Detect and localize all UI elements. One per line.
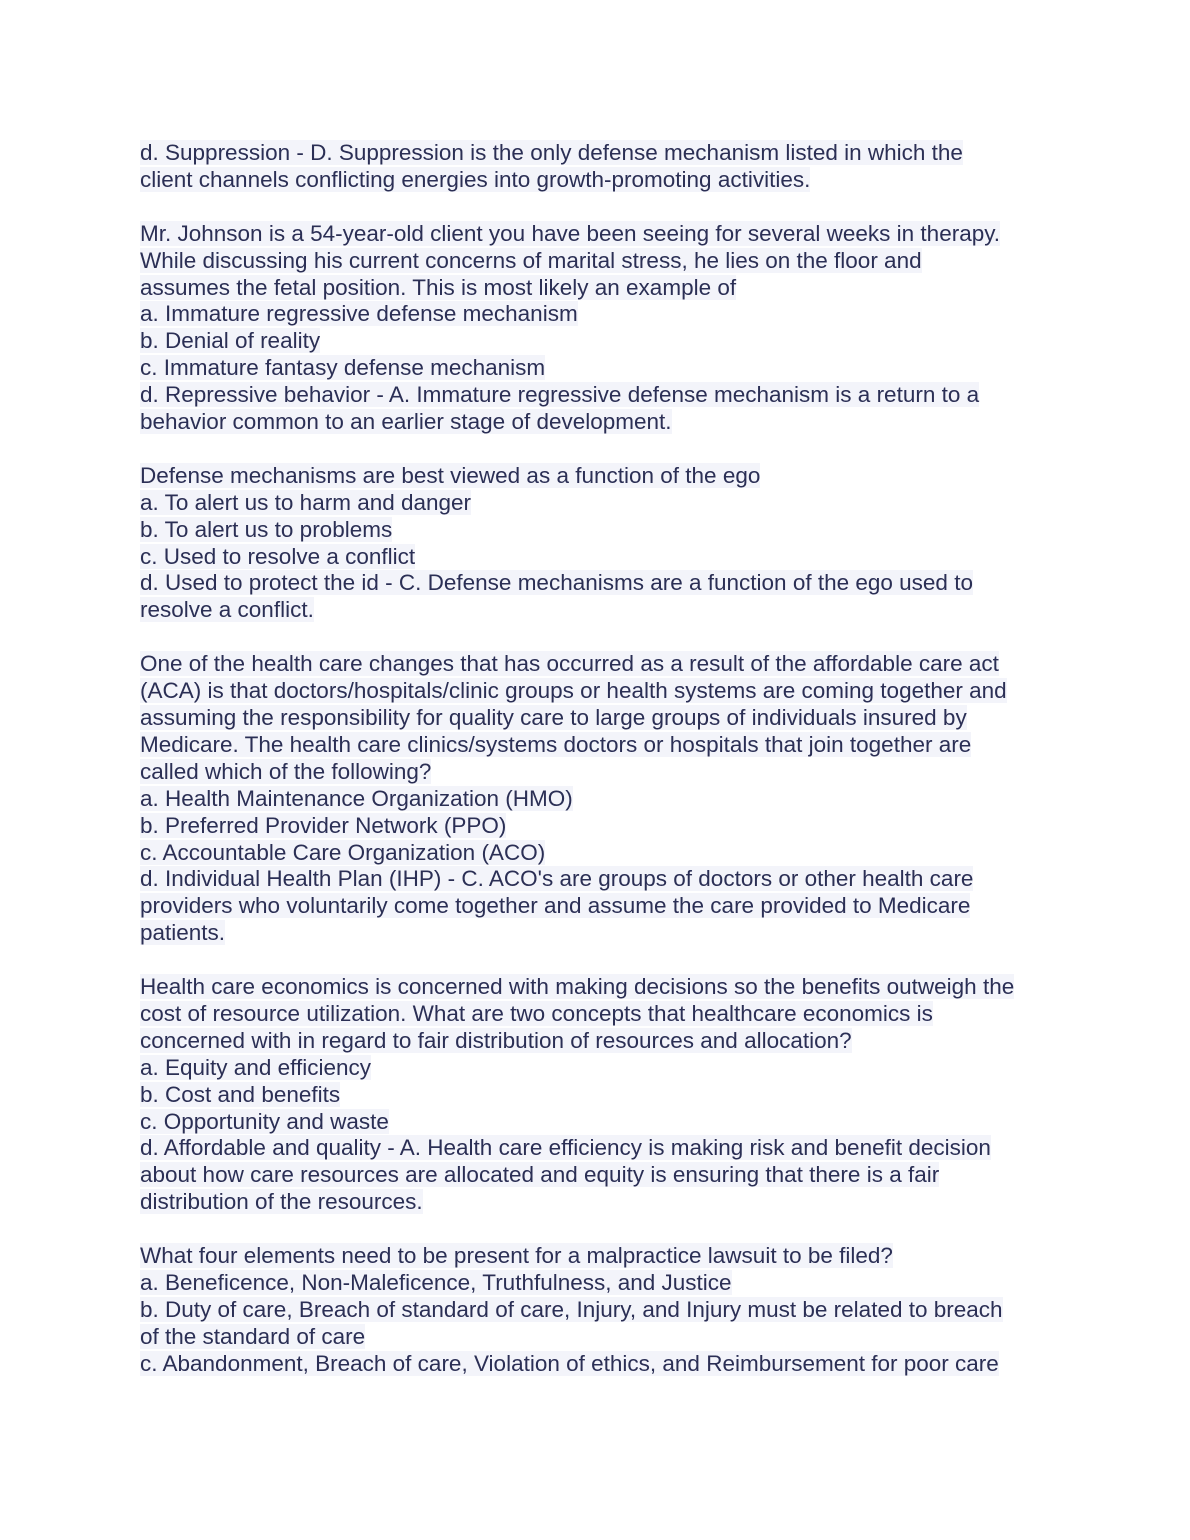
answer-option: d. Used to protect the id - C. Defense mechanisms are a function of the ego used to bbox=[140, 570, 973, 596]
answer-explanation: resolve a conflict. bbox=[140, 597, 314, 623]
answer-option: c. Accountable Care Organization (ACO) bbox=[140, 839, 546, 865]
answer-option: b. Cost and benefits bbox=[140, 1081, 341, 1107]
answer-explanation: about how care resources are allocated and equity is ensuring that there is a fair bbox=[140, 1162, 940, 1188]
question-text: Health care economics is concerned with making decisions so the benefits outweigh the bbox=[140, 974, 1015, 1000]
question-text: While discussing his current concerns of marital stress, he lies on the floor and bbox=[140, 247, 922, 273]
question-text: Mr. Johnson is a 54-year-old client you have been seeing for several weeks in therapy. bbox=[140, 220, 1001, 246]
question-block-suppression bbox=[140, 140, 1060, 194]
answer-option: a. Beneficence, Non-Maleficence, Truthfulness, and Justice bbox=[140, 1269, 732, 1295]
question-text: cost of resource utilization. What are two concepts that healthcare economics is bbox=[140, 1000, 933, 1026]
answer-option: b. Duty of care, Breach of standard of care, Injury, and Injury must be related to breach bbox=[140, 1296, 1003, 1322]
question-text: concerned with in regard to fair distribution of resources and allocation? bbox=[140, 1027, 852, 1053]
question-text: assumes the fetal position. This is most likely an example of bbox=[140, 274, 737, 300]
question-text: Defense mechanisms are best viewed as a function of the ego bbox=[140, 462, 761, 488]
answer-option: d. Affordable and quality - A. Health care efficiency is making risk and benefit decision bbox=[140, 1135, 991, 1161]
answer-explanation: providers who voluntarily come together and assume the care provided to Medicare bbox=[140, 893, 971, 919]
answer-option: b. To alert us to problems bbox=[140, 516, 393, 542]
answer-explanation: behavior common to an earlier stage of development. bbox=[140, 409, 672, 435]
question-text: (ACA) is that doctors/hospitals/clinic groups or health systems are coming together and bbox=[140, 678, 1007, 704]
question-text: One of the health care changes that has occurred as a result of the affordable care act bbox=[140, 651, 999, 677]
question-text: What four elements need to be present for a malpractice lawsuit to be filed? bbox=[140, 1243, 893, 1269]
answer-option: d. Repressive behavior - A. Immature regressive defense mechanism is a return to a bbox=[140, 382, 980, 408]
answer-option: b. Denial of reality bbox=[140, 328, 321, 354]
question-block-ego-function bbox=[140, 463, 1060, 624]
text-line: d. Suppression - D. Suppression is the only defense mechanism listed in which the bbox=[140, 140, 963, 165]
answer-option: of the standard of care bbox=[140, 1323, 366, 1349]
answer-option: a. Immature regressive defense mechanism bbox=[140, 301, 578, 327]
question-block-aca bbox=[140, 651, 1060, 947]
answer-option: a. To alert us to harm and danger bbox=[140, 489, 472, 515]
question-block-malpractice bbox=[140, 1243, 1060, 1378]
answer-option: d. Individual Health Plan (IHP) - C. ACO's are groups of doctors or other health care bbox=[140, 866, 974, 892]
question-block-health-economics bbox=[140, 974, 1060, 1216]
question-text: assuming the responsibility for quality care to large groups of individuals insured by bbox=[140, 704, 967, 730]
answer-explanation: distribution of the resources. bbox=[140, 1189, 423, 1215]
answer-option: b. Preferred Provider Network (PPO) bbox=[140, 812, 507, 838]
question-block-regressive-defense bbox=[140, 221, 1060, 436]
text-line: client channels conflicting energies into growth-promoting activities. bbox=[140, 166, 811, 192]
answer-explanation: patients. bbox=[140, 920, 226, 946]
answer-option: c. Immature fantasy defense mechanism bbox=[140, 355, 546, 381]
document-page bbox=[140, 140, 1060, 1405]
answer-option: c. Opportunity and waste bbox=[140, 1108, 389, 1134]
answer-option: c. Used to resolve a conflict bbox=[140, 543, 416, 569]
question-text: Medicare. The health care clinics/systems doctors or hospitals that join together are bbox=[140, 731, 972, 757]
answer-option: a. Health Maintenance Organization (HMO) bbox=[140, 785, 573, 811]
question-text: called which of the following? bbox=[140, 758, 432, 784]
answer-option: a. Equity and efficiency bbox=[140, 1054, 371, 1080]
answer-option: c. Abandonment, Breach of care, Violation of ethics, and Reimbursement for poor care bbox=[140, 1350, 999, 1376]
